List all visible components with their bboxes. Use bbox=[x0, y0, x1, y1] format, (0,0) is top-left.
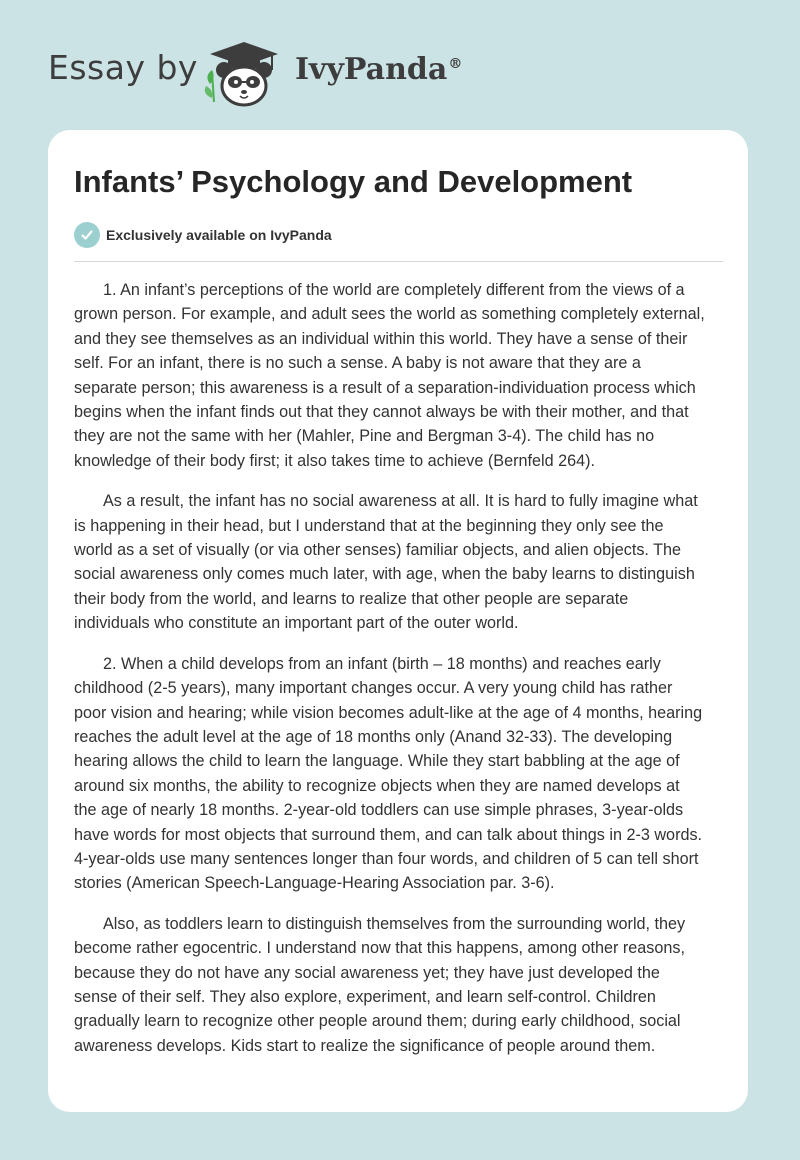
essay-by-label: Essay by bbox=[48, 48, 198, 87]
page-title: Infants’ Psychology and Development bbox=[74, 164, 633, 199]
badge-label: Exclusively available on IvyPanda bbox=[106, 227, 332, 243]
check-circle-icon bbox=[74, 222, 100, 248]
brand-name bbox=[295, 52, 462, 87]
essay-card bbox=[48, 130, 748, 1112]
site-header bbox=[0, 0, 800, 130]
panda-logo-icon[interactable] bbox=[200, 36, 280, 108]
brand-text: IvyPanda bbox=[295, 52, 448, 87]
paragraph-4: Also, as toddlers learn to distinguish themselves from the surrounding world, they become rather egocentric. I understand now that this happens, among other reasons, because they do not have any social awareness yet; they have just developed the sense of their self. They also explore, experiment, and learn self-control. Children gradually learn to recognize other people around them; during early childhood, social awareness develops. Kids start to realize the significance of people around them. bbox=[74, 914, 686, 1055]
essay-body bbox=[74, 278, 726, 1074]
paragraph-1: 1. An infant’s perceptions of the world are completely different from the views of a grown person. For example, and adult sees the world as something completely external, and they see themselves as an individual within this world. They have a sense of their self. For an infant, there is no such a sense. A baby is not aware that they are a separate person; this awareness is a result of a separation-individuation process which begins when the infant finds out that they cannot always be with their mother, and that they are not the same with her (Mahler, Pine and Bergman 3-4). The child has no knowledge of their body first; it also takes time to achieve (Bernfeld 264). bbox=[74, 281, 705, 470]
divider bbox=[74, 261, 723, 262]
registered-mark: ® bbox=[448, 56, 463, 72]
paragraph-2: As a result, the infant has no social awareness at all. It is hard to fully imagine what is happening in their head, but I understand that at the beginning they only see the world as a set of visually (or via other senses) familiar objects, and alien objects. The social awareness only comes much later, with age, when the baby learns to distinguish their body from the world, and learns to realize that other people are separate individuals who constitute an important part of the outer world. bbox=[74, 492, 698, 633]
paragraph-3: 2. When a child develops from an infant (birth – 18 months) and reaches early childhood (2-5 years), many important changes occur. A very young child has rather poor vision and hearing; while vision becomes adult-like at the age of 4 months, hearing reaches the adult level at the age of 18 months only (Anand 32-33). The developing hearing allows the child to learn the language. While they start babbling at the age of around six months, the ability to recognize objects when they are named develops at the age of nearly 18 months. 2-year-old toddlers can use simple phrases, 3-year-olds have words for most objects that surround them, and can talk about things in 2-3 words. 4-year-olds use many sentences longer than four words, and children of 5 can tell short stories (American Speech-Language-Hearing Association par. 3-6). bbox=[74, 654, 703, 893]
exclusive-badge bbox=[74, 222, 332, 248]
